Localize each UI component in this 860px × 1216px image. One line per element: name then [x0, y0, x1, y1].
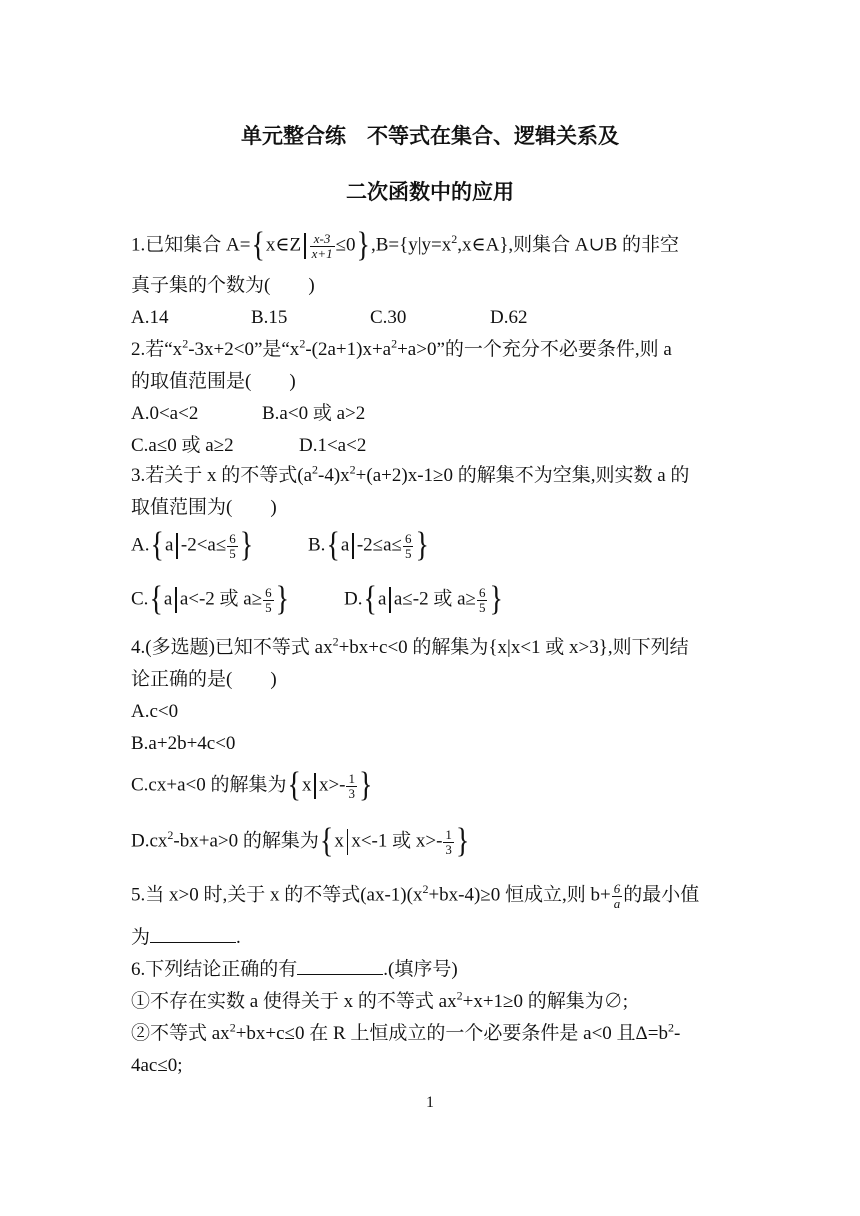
fraction [443, 828, 454, 856]
q4-line-2: 论正确的是( ) [131, 669, 277, 690]
q3-text: -4)x [318, 465, 350, 486]
q6-text: ②不等式 ax [131, 1023, 230, 1044]
q5-text: +bx-4)≥0 恒成立,则 b+ [428, 884, 611, 906]
superscript: 2 [167, 828, 174, 843]
q4-option-a: A.c<0 [131, 701, 179, 722]
brace-open: { [150, 526, 164, 565]
set-condition: a≤-2 或 a≥ [393, 588, 476, 610]
set-bar [352, 533, 354, 559]
q2-option-c: C.a≤0 或 a≥2 [131, 435, 234, 456]
q3-option-c [131, 580, 290, 619]
brace-close: } [415, 526, 429, 565]
brace-close: } [455, 822, 470, 861]
q6-text: 6.下列结论正确的有 [131, 959, 298, 980]
fraction [403, 532, 414, 560]
set-condition: a<-2 或 a≥ [179, 588, 263, 610]
set-bar [175, 587, 177, 613]
frac-num: 6 [265, 585, 272, 600]
q4-option-text: -bx+a>0 的解集为 [173, 830, 319, 852]
q6-line-1 [131, 960, 458, 981]
q6-statement-2-cont: 4ac≤0; [131, 1055, 183, 1076]
q2-text: 2.若“x [131, 339, 183, 360]
frac-den: a [613, 895, 621, 911]
superscript: 2 [312, 462, 319, 477]
superscript: 2 [332, 634, 339, 649]
brace-open: { [319, 822, 334, 861]
q3-option-b [308, 526, 430, 565]
q1-option-c: C.30 [370, 307, 407, 328]
q4-option-text: D.cx [131, 830, 168, 852]
set-bar [389, 587, 391, 613]
q6-text: .(填序号) [383, 959, 458, 980]
q2-line-1 [131, 336, 672, 361]
title-line-2: 二次函数中的应用 [346, 180, 514, 204]
superscript: 2 [229, 1020, 236, 1035]
q2-text: -(2a+1)x+a [305, 339, 392, 360]
superscript: 2 [451, 232, 458, 247]
q1-text: 1.已知集合 A= [131, 234, 251, 256]
q1-fraction [310, 232, 335, 260]
q5-text: 为 [131, 927, 151, 948]
q4-text: +bx+c<0 的解集为{x|x<1 或 x>3},则下列结 [338, 637, 689, 658]
q1-set-element: x∈Z [265, 234, 302, 256]
frac-num: 6 [613, 881, 621, 896]
superscript: 2 [456, 988, 463, 1003]
frac-den: 3 [348, 785, 355, 801]
set-bar [176, 533, 178, 559]
frac-den: 5 [478, 599, 486, 615]
frac-num: 6 [478, 585, 486, 600]
q3-text: 3.若关于 x 的不等式(a [131, 465, 313, 486]
q5-line-2 [131, 928, 241, 949]
q2-text: +a>0”的一个充分不必要条件,则 a [397, 339, 672, 360]
set-variable: a [163, 588, 173, 610]
fraction [346, 772, 357, 800]
brace-open: { [287, 766, 301, 805]
brace-open: { [363, 580, 377, 619]
q4-option-d [131, 822, 470, 861]
frac-den: 5 [404, 545, 412, 561]
q3-text: +(a+2)x-1≥0 的解集不为空集,则实数 a 的 [355, 465, 690, 486]
frac-den: 5 [265, 599, 272, 615]
set-bar [304, 233, 306, 259]
brace-open: { [149, 580, 163, 619]
q1-text-c: ,x∈A},则集合 A∪B 的非空 [457, 234, 680, 256]
brace-open: { [326, 526, 340, 565]
fraction [477, 586, 488, 614]
q6-statement-2 [131, 1020, 681, 1045]
frac-den: 5 [229, 545, 236, 561]
q5-text: . [236, 927, 241, 948]
brace-close: } [275, 580, 290, 619]
set-variable: a [377, 588, 387, 610]
answer-blank[interactable] [150, 928, 236, 943]
set-variable: a [164, 534, 174, 556]
q4-option-b: B.a+2b+4c<0 [131, 733, 236, 754]
superscript: 2 [299, 336, 306, 351]
set-bar [347, 829, 349, 855]
option-label: D. [344, 588, 363, 610]
q3-line-2: 取值范围为( ) [131, 497, 277, 518]
brace-close: } [358, 766, 373, 805]
q1-option-b: B.15 [251, 307, 288, 328]
fraction [227, 532, 238, 560]
q4-option-text: C.cx+a<0 的解集为 [131, 774, 287, 796]
brace-close: } [356, 226, 370, 265]
q1-option-a: A.14 [131, 307, 169, 328]
q6-text: +x+1≥0 的解集为∅; [462, 991, 629, 1012]
superscript: 2 [668, 1020, 674, 1035]
frac-num: 1 [445, 827, 452, 842]
q2-text: -3x+2<0”是“x [188, 339, 300, 360]
q5-text: 5.当 x>0 时,关于 x 的不等式(ax-1)(x [131, 884, 423, 906]
q3-line-1 [131, 462, 690, 487]
frac-den: 3 [445, 841, 452, 857]
q2-option-a: A.0<a<2 [131, 403, 199, 424]
brace-open: { [251, 226, 265, 265]
option-label: B. [308, 534, 326, 556]
q2-option-b: B.a<0 或 a>2 [262, 403, 366, 424]
q1-frac-den: x+1 [311, 245, 333, 261]
q5-line-1 [131, 882, 699, 910]
q1-le0: ≤0 [335, 234, 356, 256]
q2-option-d: D.1<a<2 [299, 435, 367, 456]
set-bar [314, 773, 316, 799]
set-condition: x>- [318, 774, 346, 796]
superscript: 2 [422, 882, 429, 897]
q1-frac-num: x-3 [310, 232, 335, 247]
brace-close: } [239, 526, 254, 565]
option-label: A. [131, 534, 150, 556]
superscript: 2 [349, 462, 356, 477]
brace-close: } [489, 580, 503, 619]
set-condition: -2≤a≤ [356, 534, 402, 556]
q4-text: 4.(多选题)已知不等式 ax [131, 637, 333, 658]
q3-option-a [131, 526, 254, 565]
frac-num: 1 [348, 771, 355, 786]
set-condition: -2<a≤ [180, 534, 227, 556]
q6-text: ①不存在实数 a 使得关于 x 的不等式 ax [131, 991, 457, 1012]
q2-line-2: 的取值范围是( ) [131, 371, 296, 392]
q3-option-d [344, 580, 504, 619]
q1-text-b: ,B={y|y=x [371, 234, 452, 256]
frac-num: 6 [404, 531, 412, 546]
frac-num: 6 [229, 531, 236, 546]
set-variable: a [340, 534, 350, 556]
title-line-1: 单元整合练 不等式在集合、逻辑关系及 [241, 124, 619, 148]
q1-line-2: 真子集的个数为( ) [131, 275, 315, 296]
page-number: 1 [426, 1094, 434, 1111]
superscript: 2 [391, 336, 398, 351]
q1-option-d: D.62 [490, 307, 528, 328]
superscript: 2 [182, 336, 189, 351]
answer-blank[interactable] [297, 960, 383, 975]
q6-text: - [674, 1023, 681, 1044]
set-variable: x [301, 774, 312, 796]
set-variable: x [334, 830, 344, 852]
q5-fraction [612, 882, 623, 910]
q5-text: 的最小值 [623, 884, 700, 906]
set-condition: x<-1 或 x>- [351, 830, 443, 852]
q1-line-1 [131, 226, 680, 265]
q6-text: +bx+c≤0 在 R 上恒成立的一个必要条件是 a<0 且Δ=b [235, 1023, 668, 1044]
q4-option-c [131, 766, 373, 805]
option-label: C. [131, 588, 149, 610]
fraction [263, 586, 274, 614]
q6-statement-1 [131, 988, 629, 1013]
q4-line-1 [131, 634, 689, 659]
